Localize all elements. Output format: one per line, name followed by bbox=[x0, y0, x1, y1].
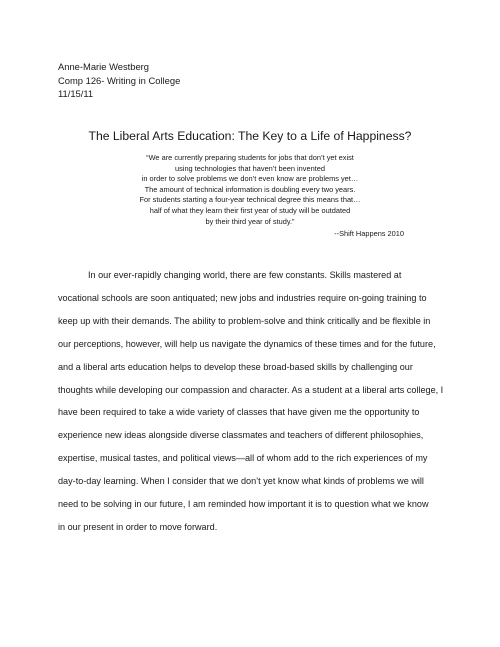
epigraph-line: For students starting a four-year technical degree this means that… bbox=[139, 195, 361, 205]
epigraph-line: in order to solve problems we don’t even know are problems yet… bbox=[141, 174, 359, 184]
document-title: The Liberal Arts Education: The Key to a Life of Happiness? bbox=[88, 129, 412, 143]
epigraph-quote bbox=[0, 153, 500, 227]
document-header bbox=[58, 60, 180, 101]
epigraph-line: by their third year of study.” bbox=[205, 216, 295, 226]
paragraph-line: day-to-day learning. When I consider that we don’t yet know what kinds of problems we will bbox=[58, 476, 424, 487]
paragraph-line: expertise, musical tastes, and political views—all of whom add to the rich experiences of my bbox=[58, 453, 428, 464]
epigraph-line: The amount of technical information is doubling every two years. bbox=[144, 184, 356, 194]
paragraph-line: our perceptions, however, will help us navigate the dynamics of these times and for the future, bbox=[58, 338, 436, 349]
paragraph-line: and a liberal arts education helps to develop these broad-based skills by challenging our bbox=[58, 361, 413, 372]
paragraph-line: have been required to take a wide variety of classes that have given me the opportunity to bbox=[58, 407, 420, 418]
paragraph-line: In our ever-rapidly changing world, there are few constants. Skills mastered at bbox=[88, 270, 402, 280]
epigraph-line: half of what they learn their first year of study will be outdated bbox=[149, 205, 351, 215]
author-name: Anne-Marie Westberg bbox=[58, 61, 150, 72]
epigraph-line: “We are currently preparing students for jobs that don’t yet exist bbox=[146, 153, 354, 162]
paragraph-line: experience new ideas alongside diverse classmates and teachers of different philosophies, bbox=[58, 430, 424, 441]
paragraph-line: need to be solving in our future, I am reminded how important it is to question what we know bbox=[58, 499, 429, 510]
body-paragraph bbox=[58, 264, 443, 539]
epigraph-attribution: --Shift Happens 2010 bbox=[334, 229, 404, 238]
course-name: Comp 126- Writing in College bbox=[58, 74, 181, 86]
paragraph-line: vocational schools are soon antiquated; new jobs and industries require on-going training to bbox=[58, 292, 427, 303]
document-date: 11/15/11 bbox=[58, 88, 94, 100]
paragraph-line: thoughts while developing our compassion and character. As a student at a liberal arts college, I bbox=[58, 384, 444, 395]
paragraph-line: keep up with their demands. The ability to problem-solve and think critically and be flexible in bbox=[58, 315, 431, 326]
epigraph-line: using technologies that haven’t been invented bbox=[175, 163, 325, 173]
paragraph-line: in our present in order to move forward. bbox=[58, 521, 218, 532]
